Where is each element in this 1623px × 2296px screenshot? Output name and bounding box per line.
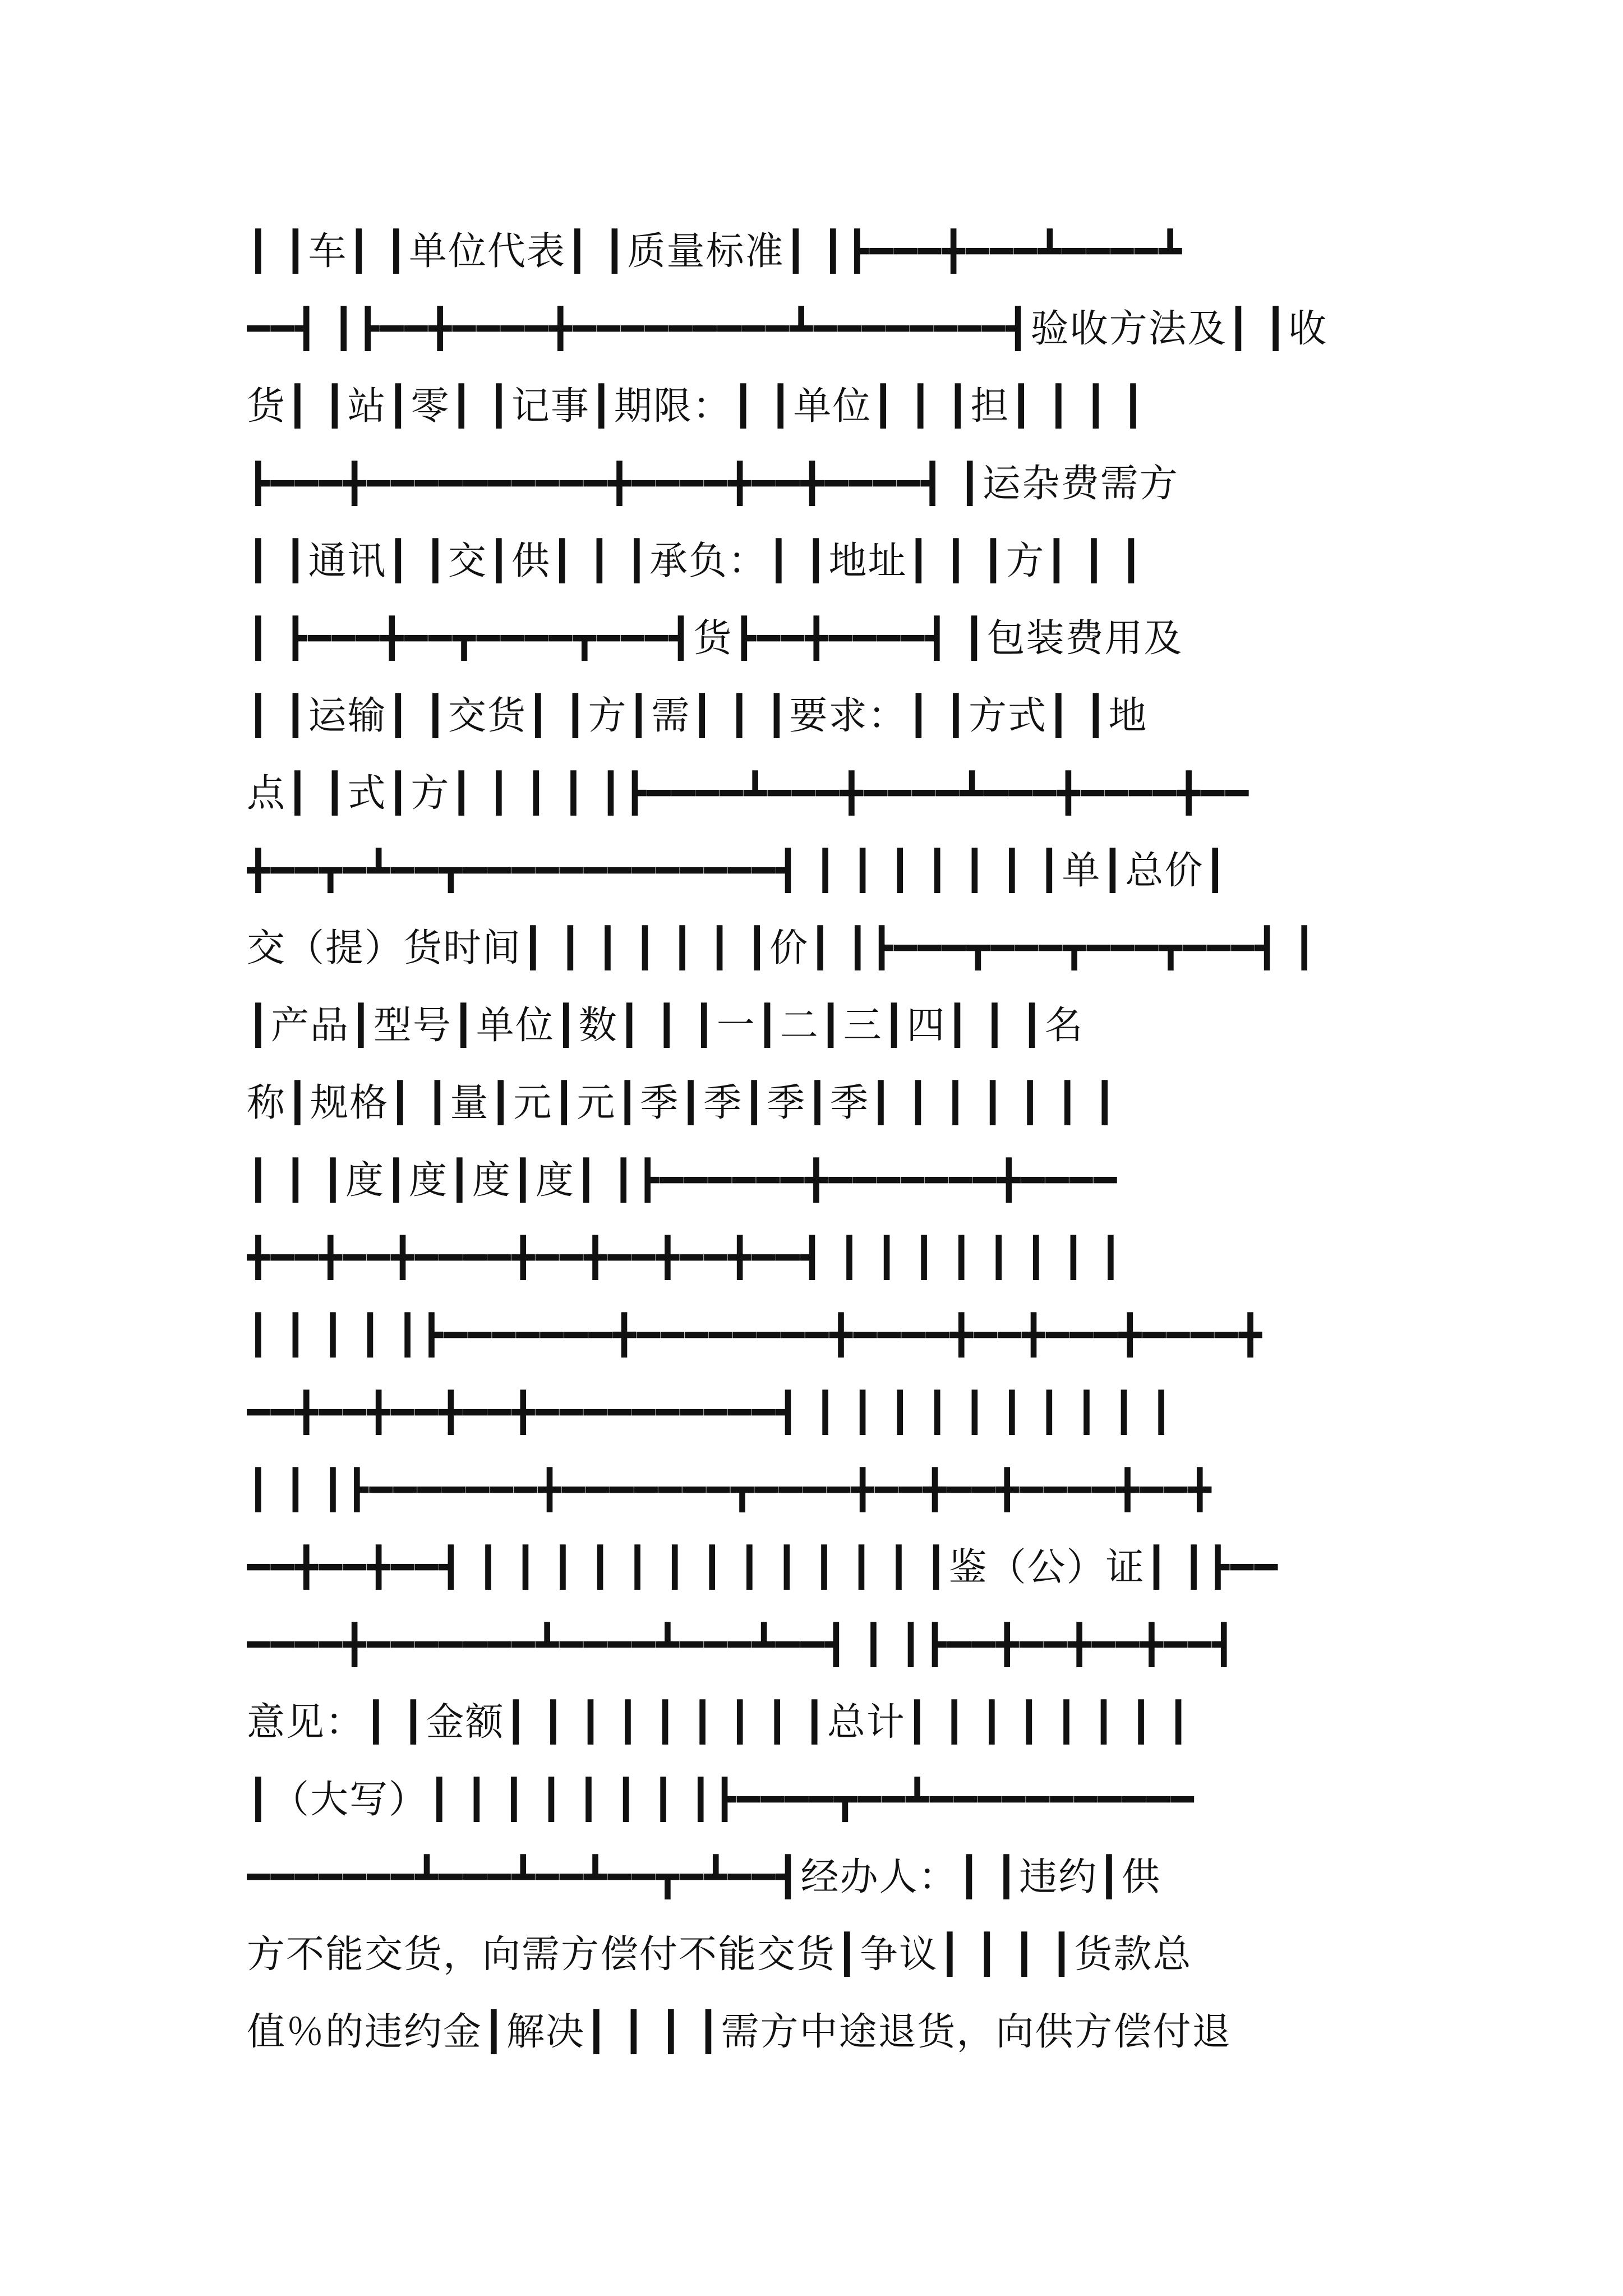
text-line: ┃ ┃通讯┃ ┃交┃供┃ ┃ ┃承负：┃ ┃地址┃ ┃ ┃方┃ ┃ ┃ [247,539,1144,583]
text-line: ┃（大写）┃ ┃ ┃ ┃ ┃ ┃ ┃ ┃┣━━━━┳━━┻━━━━━━━━━━━ [247,1778,1195,1822]
text-line: ┣━━━╋━━━━━━━━━━╋━━━━╋━━╋━━━━┫ ┃运杂费需方 [247,462,1179,506]
text-line: ━━╋━━╋━━╋━━╋━━━━━━━━━━┫ ┃ ┃ ┃ ┃ ┃ ┃ ┃ ┃ ┃ ┃ [247,1391,1174,1435]
text-line: ┃产品┃型号┃单位┃数┃ ┃ ┃一┃二┃三┃四┃ ┃ ┃名 [247,1004,1084,1048]
text-line: 方不能交货，向需方偿付不能交货┃争议┃ ┃ ┃ ┃货款总 [247,1932,1192,1977]
text-line: ━━━━╋━━━━━━━┻━━━━┻━━━┻━━┫ ┃ ┃┣━━╋━━╋━━╋━━┫ [247,1623,1237,1667]
text-line: 称┃规格┃ ┃量┃元┃元┃季┃季┃季┃季┃ ┃ ┃ ┃ ┃ ┃ ┃ [247,1081,1118,1125]
text-line: 货┃ ┃站┃零┃ ┃记事┃期限：┃ ┃单位┃ ┃ ┃担┃ ┃ ┃ ┃ [247,384,1146,429]
text-line: ┃ ┃ ┃┣━━━━━━━╋━━━━━━━┳━━━━╋━━╋━━╋━━━━╋━━╋ [247,1468,1212,1512]
text-line: 交（提）货时间┃ ┃ ┃ ┃ ┃ ┃ ┃价┃ ┃┣━━━┳━━━┳━━━┳━━━┫ ┃ [247,926,1317,970]
text-line: ┃ ┃ ┃度┃度┃度┃度┃ ┃┣━━━━━━╋━━━━━━━╋━━━━ [247,1158,1118,1203]
text-line: ━━╋━━╋━━┫ ┃ ┃ ┃ ┃ ┃ ┃ ┃ ┃ ┃ ┃ ┃ ┃ ┃鉴（公）证┃ ┃┣━━ [247,1545,1279,1590]
text-line: ╋━━┳━┻━━┳━━━━━━━━━━━━━┫ ┃ ┃ ┃ ┃ ┃ ┃ ┃单┃总价┃ [247,849,1228,893]
contract-text-block [247,213,1391,2071]
text-line: 点┃ ┃式┃方┃ ┃ ┃ ┃ ┃┣━━━━┻━━━╋━━━━┻━━━╋━━━━╋━━ [247,771,1250,816]
text-line: ┃ ┃ ┃ ┃ ┃┣━━━━━━━╋━━━━━━━━╋━━━━╋━━╋━━━╋━━━━╋ [247,1313,1264,1358]
text-line: ┃ ┣━━━╋━━┳━━━━┳━━━┫货┣━━╋━━━━┫ ┃包装费用及 [247,616,1183,661]
text-line: ╋━━╋━━╋━━━━╋━━╋━━╋━━╋━━┫ ┃ ┃ ┃ ┃ ┃ ┃ ┃ ┃ [247,1236,1123,1280]
text-line: 意见：┃ ┃金额┃ ┃ ┃ ┃ ┃ ┃ ┃ ┃ ┃总计┃ ┃ ┃ ┃ ┃ ┃ ┃ ┃ [247,1700,1191,1745]
text-line: ━━┫ ┃┣━━╋━━━━╋━━━━━━━━━┻━━━━━━━━┫验收方法及┃ ┃收 [247,307,1328,351]
text-line: 值％的违约金┃解决┃ ┃ ┃ ┃需方中途退货，向供方偿付退 [247,2010,1232,2054]
text-line: ┃ ┃车┃ ┃单位代表┃ ┃质量标准┃ ┃┣━━━╋━━━┻━━━━┻ [247,229,1183,274]
text-line: ━━━━━━━┻━━━┻━━┻━━┳━┻━━┫经办人：┃ ┃违约┃供 [247,1855,1161,1899]
text-line: ┃ ┃运输┃ ┃交货┃ ┃方┃需┃ ┃ ┃要求：┃ ┃方式┃ ┃地 [247,694,1148,738]
